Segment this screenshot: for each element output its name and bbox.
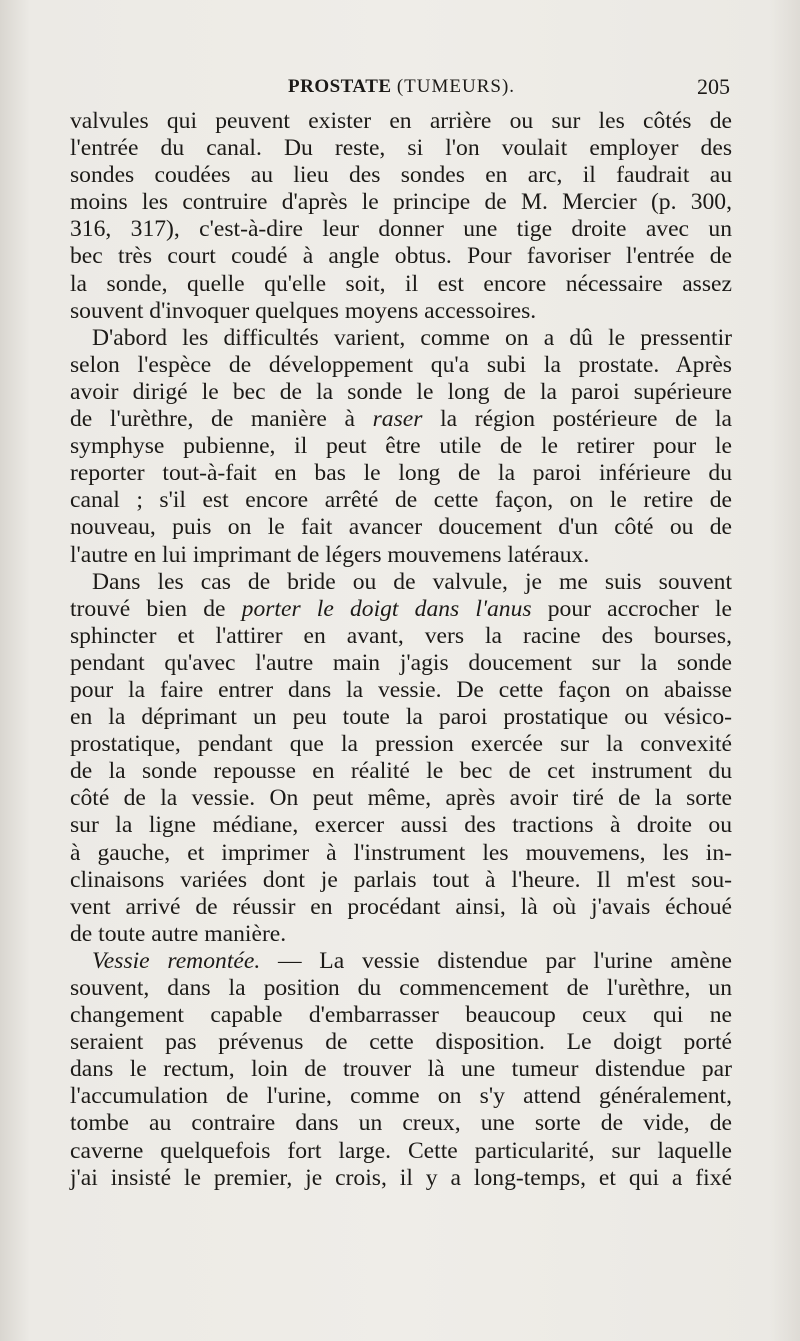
text-segment: tombe au contraire dans un creux, une sorte de vide, de [70, 1110, 732, 1137]
text-segment: l'entrée du canal. Du reste, si l'on voulait employer des [70, 135, 732, 162]
text-segment: la sonde, quelle qu'elle soit, il est encore nécessaire assez [70, 270, 732, 297]
text-line [70, 433, 732, 460]
text-segment: D'abord les difficultés varient, comme on a dû le pressentir [92, 324, 732, 351]
paragraph [70, 569, 732, 948]
text-line [70, 216, 732, 243]
text-segment: symphyse pubienne, il peut être utile de le retirer pour le [70, 433, 732, 460]
text-line [70, 1138, 732, 1165]
text-segment: trouvé bien de [70, 595, 242, 622]
running-head [288, 76, 515, 98]
running-head-sub: (TUMEURS). [396, 76, 516, 97]
text-segment: canal ; s'il est encore arrêté de cette façon, on le retire de [70, 487, 732, 514]
text-line [70, 108, 732, 135]
text-segment: en la déprimant un peu toute la paroi prostatique ou vésico- [70, 704, 732, 731]
text-line [70, 514, 732, 541]
text-line [70, 704, 732, 731]
text-line [70, 1056, 732, 1083]
italic-text: porter le doigt dans l'anus [241, 595, 532, 622]
text-segment: dans le rectum, loin de trouver là une tumeur distendue par [70, 1056, 732, 1083]
italic-text: Vessie remontée. [92, 947, 261, 974]
text-segment: pour la faire entrer dans la vessie. De cette façon on abaisse [70, 676, 732, 703]
text-segment: l'autre en lui imprimant de légers mouvemens latéraux. [70, 541, 590, 568]
text-line [70, 812, 732, 839]
text-segment: prostatique, pendant que la pression exercée sur la convexité [70, 731, 732, 758]
text-segment: clinaisons variées dont je parlais tout à l'heure. Il m'est sou- [70, 866, 732, 893]
text-segment: la région postérieure de la [422, 406, 732, 433]
text-line [70, 352, 732, 379]
text-line [70, 840, 732, 867]
paragraph [70, 325, 732, 569]
text-segment: à gauche, et imprimer à l'instrument les mouvemens, les in- [70, 839, 732, 866]
text-segment: bec très court coudé à angle obtus. Pour favoriser l'entrée de [70, 243, 732, 270]
text-line [70, 298, 732, 325]
text-line [70, 542, 732, 569]
text-segment: 316, 317), c'est-à-dire leur donner une tige droite avec un [70, 216, 732, 243]
text-segment: pour accrocher le [531, 595, 732, 622]
text-line [70, 569, 732, 596]
text-line [70, 785, 732, 812]
text-line [70, 623, 732, 650]
text-line [70, 1110, 732, 1137]
text-line [70, 271, 732, 298]
text-line [70, 677, 732, 704]
text-line [70, 406, 732, 433]
text-line [70, 894, 732, 921]
text-line [70, 460, 732, 487]
text-segment: selon l'espèce de développement qu'a subi la prostate. Après [70, 351, 732, 378]
body-text [70, 108, 732, 1192]
text-segment: — La vessie distendue par l'urine amène [260, 947, 732, 974]
text-line [70, 650, 732, 677]
text-segment: de la sonde repousse en réalité le bec de cet instrument du [70, 758, 732, 785]
text-line [70, 135, 732, 162]
paragraph [70, 108, 732, 325]
text-segment: souvent d'invoquer quelques moyens accessoires. [70, 297, 537, 324]
text-line [70, 867, 732, 894]
text-line [70, 189, 732, 216]
text-segment: reporter tout-à-fait en bas le long de la paroi inférieure du [70, 460, 732, 487]
running-head-main: PROSTATE [288, 76, 392, 97]
text-line [70, 162, 732, 189]
paragraph [70, 948, 732, 1192]
text-segment: seraient pas prévenus de cette disposition. Le doigt porté [70, 1029, 732, 1056]
text-line [70, 325, 732, 352]
text-line [70, 243, 732, 270]
text-segment: vent arrivé de réussir en procédant ainsi, là où j'avais échoué [70, 893, 732, 920]
text-line [70, 1165, 732, 1192]
text-segment: l'accumulation de l'urine, comme on s'y attend généralement, [70, 1083, 732, 1110]
text-segment: moins les contruire d'après le principe de M. Mercier (p. 300, [70, 189, 732, 216]
text-segment: avoir dirigé le bec de la sonde le long de la paroi supérieure [70, 378, 732, 405]
text-segment: de l'urèthre, de manière à [70, 406, 373, 433]
text-segment: sphincter et l'attirer en avant, vers la racine des bourses, [70, 622, 732, 649]
text-segment: j'ai insisté le premier, je crois, il y a long-temps, et qui a fixé [70, 1164, 732, 1191]
text-line [70, 596, 732, 623]
text-segment: de toute autre manière. [70, 920, 287, 947]
text-segment: nouveau, puis on le fait avancer doucement d'un côté ou de [70, 514, 732, 541]
text-line [70, 948, 732, 975]
text-line [70, 379, 732, 406]
text-line [70, 975, 732, 1002]
text-segment: souvent, dans la position du commencement de l'urèthre, un [70, 975, 732, 1001]
text-line [70, 487, 732, 514]
text-line [70, 921, 732, 948]
text-line [70, 758, 732, 785]
text-segment: Dans les cas de bride ou de valvule, je me suis souvent [92, 568, 732, 595]
text-segment: côté de la vessie. On peut même, après avoir tiré de la sorte [70, 785, 732, 812]
page-number: 205 [697, 74, 730, 99]
text-line [70, 731, 732, 758]
text-segment: changement capable d'embarrasser beaucoup ceux qui ne [70, 1002, 732, 1029]
page-header [70, 74, 734, 104]
text-segment: sondes coudées au lieu des sondes en arc, il faudrait au [70, 162, 732, 189]
text-segment: sur la ligne médiane, exercer aussi des tractions à droite ou [70, 812, 732, 839]
text-line [70, 1029, 732, 1056]
text-line [70, 1083, 732, 1110]
text-segment: caverne quelquefois fort large. Cette particularité, sur laquelle [70, 1137, 732, 1164]
text-segment: pendant qu'avec l'autre main j'agis doucement sur la sonde [70, 649, 732, 676]
italic-text: raser [372, 406, 423, 433]
text-segment: valvules qui peuvent exister en arrière ou sur les côtés de [70, 108, 732, 134]
text-line [70, 1002, 732, 1029]
